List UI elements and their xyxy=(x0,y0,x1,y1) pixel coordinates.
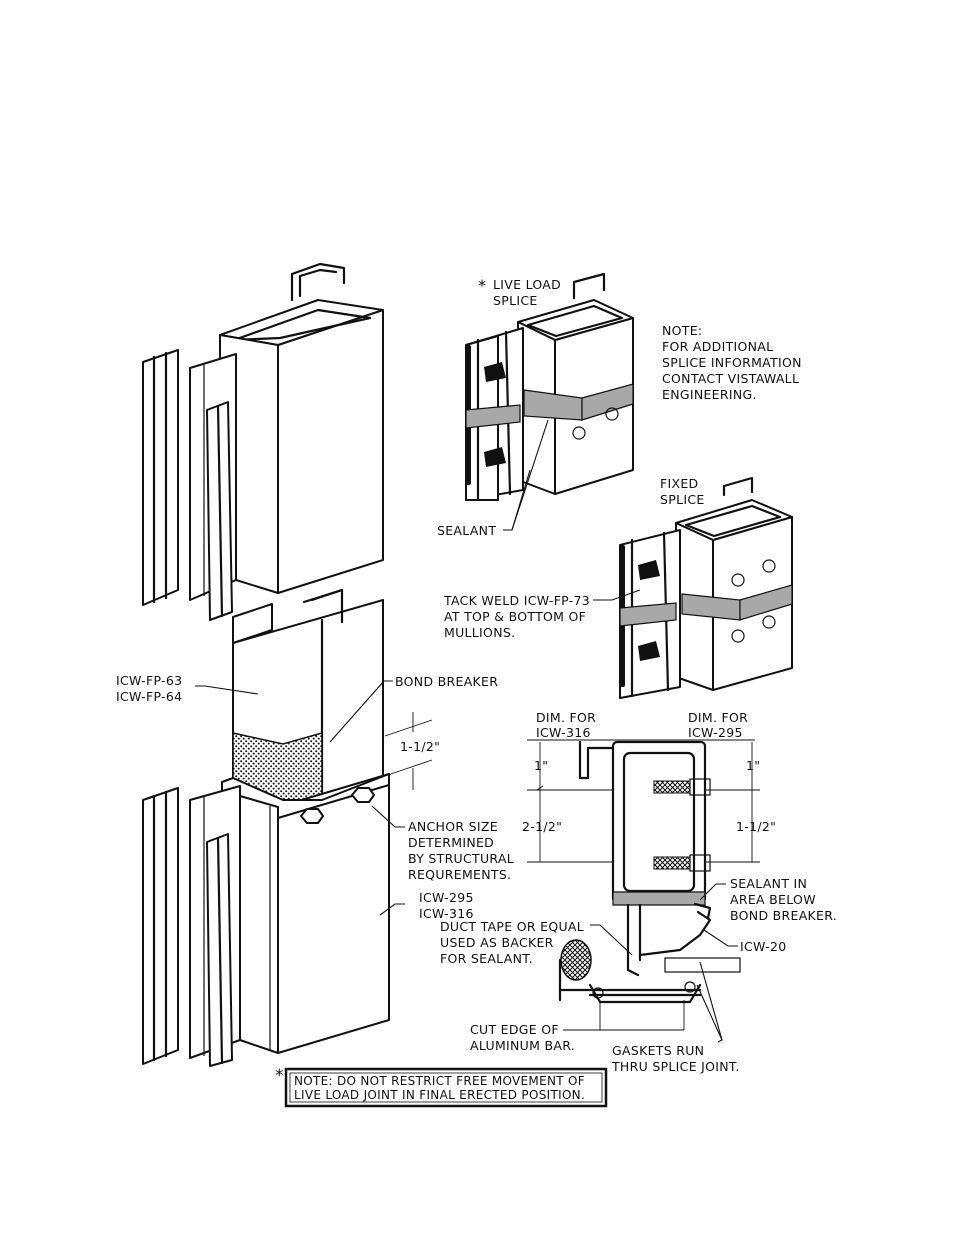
duct-line3: FOR SEALANT. xyxy=(440,951,533,966)
screw-bottom xyxy=(654,855,710,871)
icw295-line1: ICW-295 xyxy=(419,890,474,905)
upper-mullion xyxy=(143,264,383,620)
sealant-label: SEALANT xyxy=(437,523,497,538)
live-load-star: * xyxy=(478,276,487,295)
tack-line3: MULLIONS. xyxy=(444,625,516,640)
note-line4: CONTACT VISTAWALL xyxy=(662,371,800,386)
lower-mullion xyxy=(143,590,389,1066)
fixed-line2: SPLICE xyxy=(660,492,705,507)
bottom-note-box xyxy=(275,1066,606,1106)
dim-2-1-2: 2-1/2" xyxy=(522,819,563,834)
icw295-line2: ICW-316 xyxy=(419,906,474,921)
bond-breaker-label: BOND BREAKER xyxy=(395,674,499,689)
icwfp-line2: ICW-FP-64 xyxy=(116,689,183,704)
anchor-line1: ANCHOR SIZE xyxy=(408,819,498,834)
duct-line2: USED AS BACKER xyxy=(440,935,554,950)
anchor-line3: BY STRUCTURAL xyxy=(408,851,515,866)
dim-1-1-2: 1-1/2" xyxy=(400,739,441,754)
gaskets-line1: GASKETS RUN xyxy=(612,1043,705,1058)
note-line5: ENGINEERING. xyxy=(662,387,757,402)
fixed-splice xyxy=(620,478,792,698)
live-load-splice xyxy=(466,274,633,500)
bottom-note-star: * xyxy=(275,1066,284,1086)
dimfor316-line1: DIM. FOR xyxy=(536,710,597,725)
duct-line1: DUCT TAPE OR EQUAL xyxy=(440,919,585,934)
live-load-line2: SPLICE xyxy=(493,293,538,308)
sealant-in-line2: AREA BELOW xyxy=(730,892,816,907)
dim-1-right: 1" xyxy=(746,758,761,773)
note-line3: SPLICE INFORMATION xyxy=(662,355,802,370)
note-line2: FOR ADDITIONAL xyxy=(662,339,774,354)
icwfp-line1: ICW-FP-63 xyxy=(116,673,183,688)
dimfor316-line2: ICW-316 xyxy=(536,725,591,740)
gaskets-line2: THRU SPLICE JOINT. xyxy=(612,1059,740,1074)
sealant-in-line3: BOND BREAKER. xyxy=(730,908,838,923)
sealant-in-line1: SEALANT IN xyxy=(730,876,808,891)
tack-line2: AT TOP & BOTTOM OF xyxy=(444,609,587,624)
screw-top xyxy=(654,779,710,795)
note-line1: NOTE: xyxy=(662,323,703,338)
live-load-line1: LIVE LOAD xyxy=(493,277,562,292)
mullion-section-detail xyxy=(527,740,760,1030)
cut-line1: CUT EDGE OF xyxy=(470,1022,559,1037)
anchor-line2: DETERMINED xyxy=(408,835,495,850)
dimfor295-line2: ICW-295 xyxy=(688,725,743,740)
icw20-label: ICW-20 xyxy=(740,939,787,954)
anchor-line4: REQUREMENTS. xyxy=(408,867,512,882)
dim-1-left: 1" xyxy=(534,758,549,773)
bottom-note-line2: LIVE LOAD JOINT IN FINAL ERECTED POSITION. xyxy=(294,1088,586,1102)
tack-line1: TACK WELD ICW-FP-73 xyxy=(444,593,591,608)
fixed-line1: FIXED xyxy=(660,476,699,491)
bottom-note-line1: NOTE: DO NOT RESTRICT FREE MOVEMENT OF xyxy=(294,1074,585,1088)
dimfor295-line1: DIM. FOR xyxy=(688,710,749,725)
dim-1-1-2-right: 1-1/2" xyxy=(736,819,777,834)
cut-line2: ALUMINUM BAR. xyxy=(470,1038,576,1053)
